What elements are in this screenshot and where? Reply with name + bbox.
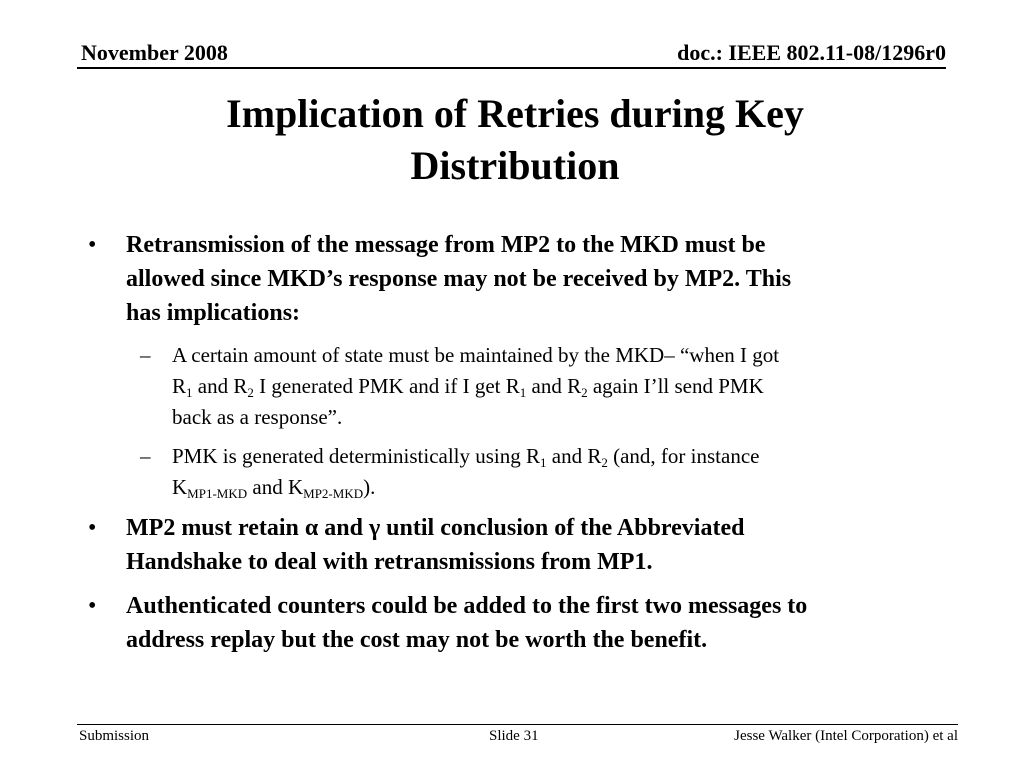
dash-icon: – [140, 444, 151, 468]
bullet-line: Retransmission of the message from MP2 to the MKD must be [126, 232, 766, 258]
bullet-line: address replay but the cost may not be worth the benefit. [126, 627, 708, 653]
bullet-line: has implications: [126, 300, 301, 326]
sub-bullet-line: $R_1$ and $R_2$ I generated PMK and if I get $R_1$ and $R_2$ again I’ll send PMK [172, 374, 764, 400]
bullet-item [88, 228, 948, 330]
sub-bullet-line: $K_{MP1-MKD}$ and $K_{MP2-MKD}$). [172, 475, 376, 501]
bullet-icon: • [88, 593, 97, 619]
bullet-line: MP2 must retain α and γ until conclusion of the Abbreviated [126, 515, 745, 541]
bullet-icon: • [88, 515, 97, 541]
bullet-icon: • [88, 232, 97, 258]
bullet-item [88, 589, 948, 657]
title-line-1: Implication of Retries during Key [226, 91, 804, 136]
sub-bullet-line: back as a response”. [172, 405, 343, 429]
slide-title [120, 88, 910, 192]
header-doc-id: doc.: IEEE 802.11-08/1296r0 [677, 40, 946, 65]
bullet-item [88, 511, 948, 579]
sub-bullet-item [88, 441, 948, 503]
bullet-line: Handshake to deal with retransmissions from MP1. [126, 549, 653, 575]
sub-bullet-line: PMK is generated deterministically using $R_1$ and $R_2$ (and, for instance [172, 444, 760, 470]
footer-submission: Submission [79, 728, 150, 744]
bullet-line: Authenticated counters could be added to the first two messages to [126, 593, 808, 619]
footer-author: Jesse Walker (Intel Corporation) et al [734, 728, 958, 744]
slide-body [88, 228, 948, 667]
footer-slide-number: Slide 31 [489, 728, 539, 744]
sub-bullet-item [88, 340, 948, 433]
bullet-line: allowed since MKD’s response may not be received by MP2. This [126, 266, 792, 292]
header-date: November 2008 [81, 40, 228, 65]
footer-rule [77, 724, 958, 725]
dash-icon: – [140, 343, 151, 367]
title-line-2: Distribution [410, 143, 620, 188]
header-rule [77, 67, 946, 69]
sub-bullet-line: A certain amount of state must be maintained by the MKD– “when I got [172, 343, 780, 367]
